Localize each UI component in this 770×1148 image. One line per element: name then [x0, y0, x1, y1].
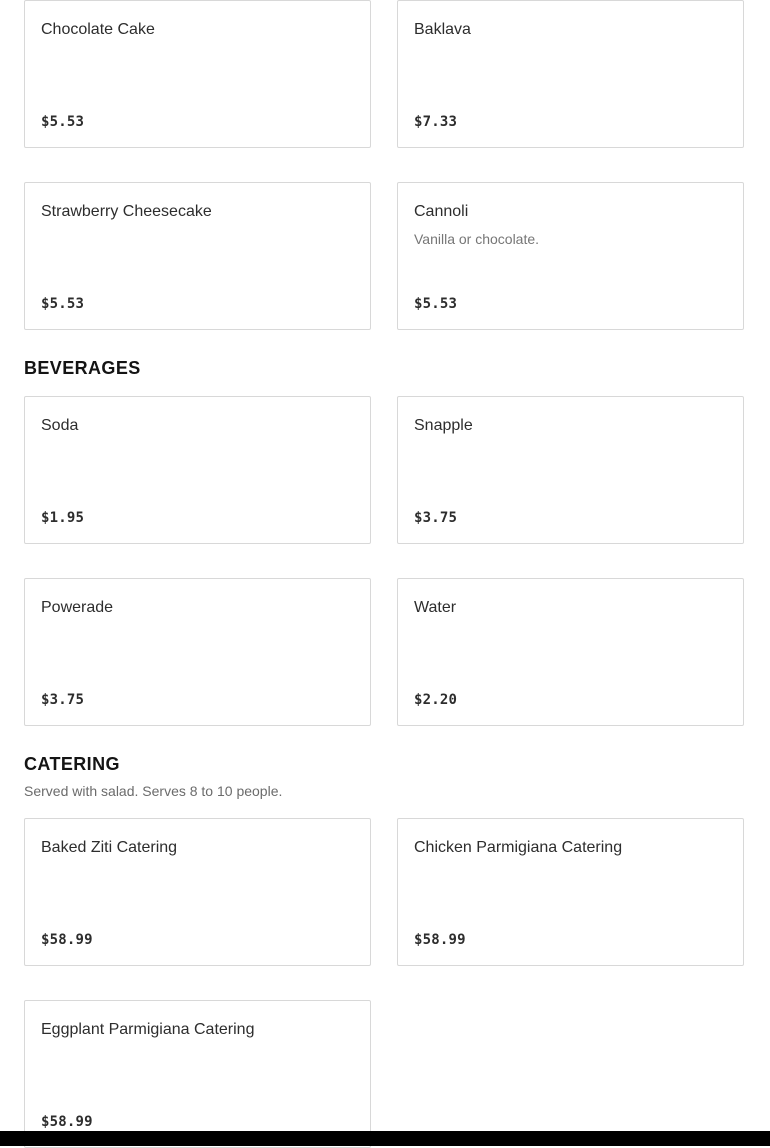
menu-item-card[interactable]: [397, 818, 744, 966]
menu-item-description: Vanilla or chocolate.: [414, 231, 540, 247]
menu-item-card[interactable]: [24, 182, 371, 330]
menu-item-name: Snapple: [414, 417, 473, 434]
menu-item-name: Baklava: [414, 21, 471, 38]
menu-item-price: $5.53: [41, 296, 85, 312]
menu-item-name: Chocolate Cake: [41, 21, 155, 38]
section-description-catering: Served with salad. Serves 8 to 10 people.: [24, 783, 283, 799]
menu-item-name: Soda: [41, 417, 79, 434]
menu-item-price: $58.99: [414, 932, 466, 948]
menu-item-price: $5.53: [414, 296, 458, 312]
menu-item-card[interactable]: [24, 396, 371, 544]
menu-item-price: $58.99: [41, 1114, 93, 1130]
menu-item-card[interactable]: [397, 0, 744, 148]
menu-item-card[interactable]: [397, 182, 744, 330]
menu-item-card[interactable]: [24, 578, 371, 726]
menu-item-price: $58.99: [41, 932, 93, 948]
bottom-bar: [0, 1131, 770, 1146]
menu-item-card[interactable]: [24, 818, 371, 966]
menu-item-card[interactable]: [24, 0, 371, 148]
menu-item-price: $3.75: [414, 510, 458, 526]
section-title-beverages: BEVERAGES: [24, 358, 141, 378]
menu-item-name: Water: [414, 599, 457, 616]
menu-item-name: Baked Ziti Catering: [41, 839, 178, 856]
menu-item-price: $3.75: [41, 692, 85, 708]
menu-item-name: Cannoli: [414, 203, 469, 220]
menu-item-card[interactable]: [397, 578, 744, 726]
menu-item-price: $2.20: [414, 692, 458, 708]
menu-item-price: $5.53: [41, 114, 85, 130]
menu-item-name: Powerade: [41, 599, 114, 616]
menu-item-card[interactable]: [397, 396, 744, 544]
menu-item-name: Chicken Parmigiana Catering: [414, 839, 623, 856]
menu-item-price: $7.33: [414, 114, 458, 130]
section-title-catering: CATERING: [24, 754, 120, 774]
menu-item-name: Strawberry Cheesecake: [41, 203, 212, 220]
menu-item-card[interactable]: [24, 1000, 371, 1148]
menu-item-price: $1.95: [41, 510, 85, 526]
menu-item-name: Eggplant Parmigiana Catering: [41, 1021, 255, 1038]
